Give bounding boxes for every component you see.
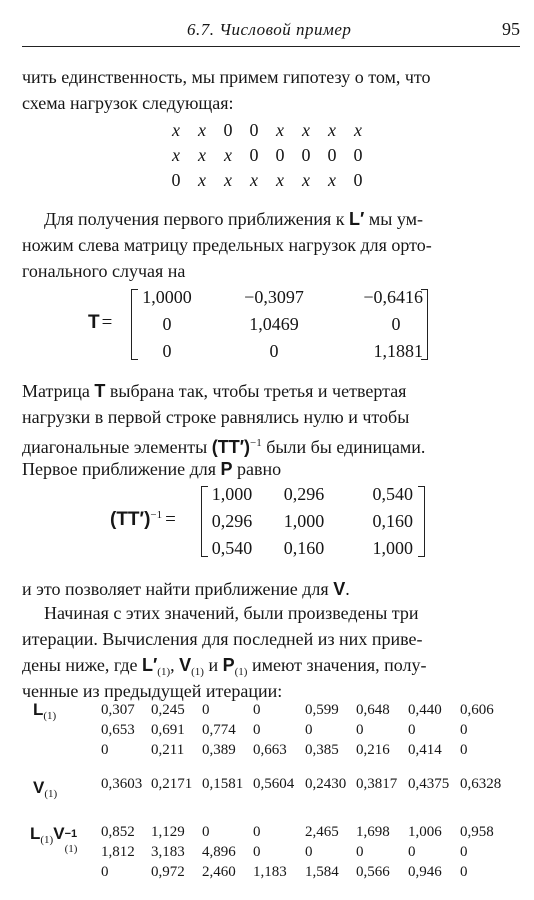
- scheme-row: x x x 0 0 0 0 0: [172, 145, 363, 165]
- symbol-P: P: [220, 459, 233, 479]
- paragraph-3-line-1: Матрица T выбрана так, чтобы третья и четвертая: [22, 381, 407, 401]
- paragraph-4: и это позволяет найти приближение для V.: [22, 579, 350, 599]
- paragraph-5-line-3: дены ниже, где $L'_{(1)}$, $V_{(1)}$ и $P_{(1)}$ имеют значения, полу-: [22, 655, 427, 678]
- table-LV: [101, 822, 510, 882]
- paragraph-2-line-1: Для получения первого приближения к L′ мы ум-: [44, 209, 423, 229]
- matrix-row: 0 1,0469 0: [162, 314, 401, 334]
- table-row: 1,812 3,183 4,896 0 0 0 0 0: [101, 843, 468, 860]
- table-V-label: $V_{(1)}$: [33, 778, 58, 800]
- paragraph-5-line-1: Начиная с этих значений, были произведены три: [44, 603, 419, 623]
- paragraph-1-line-1: чить единственность, мы примем гипотезу о том, что: [22, 67, 431, 87]
- table-row: 0,307 0,245 0 0 0,599 0,648 0,440 0,606: [101, 701, 494, 718]
- table-L-label: $L_{(1)}$: [33, 700, 57, 722]
- load-scheme: [163, 118, 371, 193]
- table-LV-label: $L_{(1)}V$ −1 (1): [30, 824, 78, 855]
- section-title: 6.7. Числовой пример: [187, 20, 352, 39]
- table-row: 0 0,972 2,460 1,183 1,584 0,566 0,946 0: [101, 863, 468, 880]
- matrix-T: [135, 284, 423, 365]
- matrix-T-label: T =: [88, 312, 113, 333]
- paragraph-1-line-2: схема нагрузок следующая:: [22, 93, 234, 113]
- paragraph-2-line-3: гонального случая на: [22, 261, 186, 281]
- table-row: 0,852 1,129 0 0 2,465 1,698 1,006 0,958: [101, 823, 494, 840]
- paragraph-5-line-2: итерации. Вычисления для последней из них приве-: [22, 629, 423, 649]
- symbol-L-prime: L′: [349, 209, 365, 229]
- matrix-row: 0 0 1,1881: [162, 341, 423, 361]
- paragraph-3-line-3: диагональные элементы $(TT')^{-1}$ были бы единицами.: [22, 437, 426, 457]
- matrix-row: 1,000 0,296 0,540: [211, 484, 413, 504]
- matrix-row: 0,540 0,160 1,000: [211, 538, 413, 558]
- table-V: [101, 774, 510, 794]
- symbol-T: T: [94, 381, 106, 401]
- matrix-inverse-right-bracket: [418, 486, 425, 557]
- symbol-V: V: [333, 579, 346, 599]
- page-header: [22, 18, 520, 47]
- scheme-row: 0 x x x x x x 0: [171, 170, 363, 190]
- paragraph-2-line-2: ножим слева матрицу предельных нагрузок для орто-: [22, 235, 432, 255]
- matrix-inverse-label: $(TT')^{-1}$ =: [110, 509, 176, 530]
- table-L: [101, 700, 510, 760]
- table-row: 0 0,211 0,389 0,663 0,385 0,216 0,414 0: [101, 741, 468, 758]
- matrix-row: 1,0000 −0,3097 −0,6416: [142, 287, 423, 307]
- table-row: 0,653 0,691 0,774 0 0 0 0 0: [101, 721, 468, 738]
- paragraph-3-line-2: нагрузки в первой строке равнялись нулю и чтобы: [22, 407, 410, 427]
- scheme-row: x x 0 0 x x x x: [172, 120, 362, 140]
- page-number: 95: [502, 19, 520, 39]
- table-row: 0,3603 0,2171 0,1581 0,5604 0,2430 0,3817 0,4375 0,6328: [101, 775, 502, 792]
- matrix-row: 0,296 1,000 0,160: [211, 511, 413, 531]
- paragraph-3-line-4: Первое приближение для P равно: [22, 459, 282, 479]
- paragraph-5-line-4: ченные из предыдущей итерации:: [22, 681, 283, 701]
- matrix-inverse: [205, 481, 413, 562]
